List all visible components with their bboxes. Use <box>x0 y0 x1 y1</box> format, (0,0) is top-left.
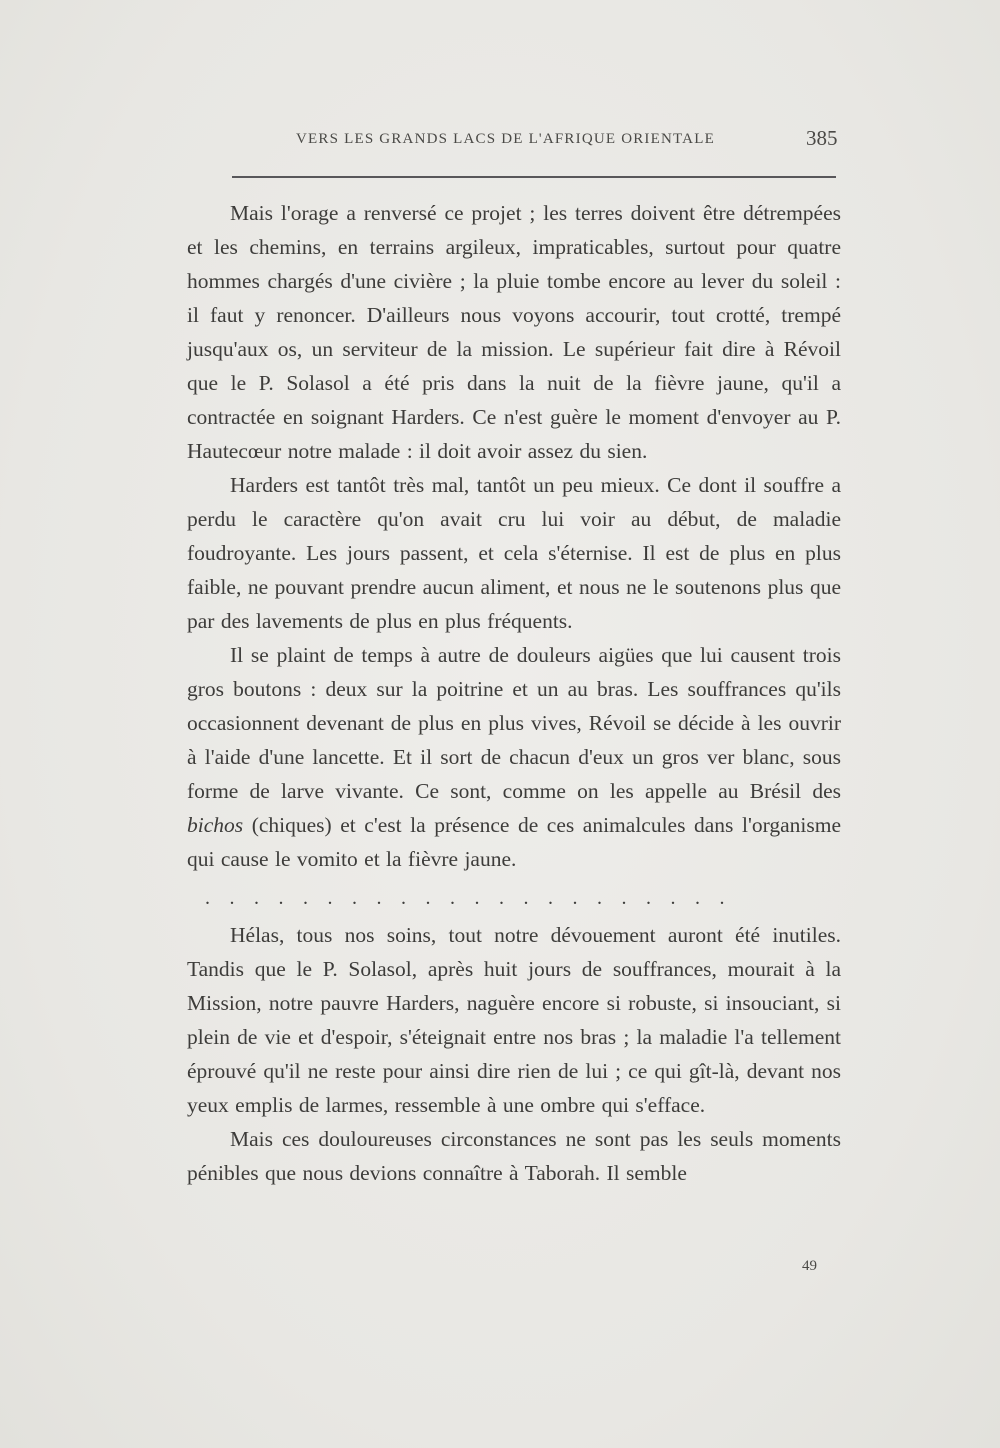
running-title: VERS LES GRANDS LACS DE L'AFRIQUE ORIENTALE <box>296 131 715 147</box>
paragraph: Mais ces douloureuses circonstances ne sont pas les seuls moments pénibles que nous devions connaître à Taborah. Il semble <box>187 1127 841 1185</box>
body-text <box>187 196 841 1190</box>
paragraph-text: (chiques) et c'est la présence de ces animalcules dans l'organisme qui cause le vomito et la fièvre jaune. <box>187 813 841 871</box>
paragraph: Harders est tantôt très mal, tantôt un peu mieux. Ce dont il souffre a perdu le caractère qu'on avait cru lui voir au début, de maladie foudroyante. Les jours passent, et cela s'éternise. Il est de plus en plus faible, ne pouvant prendre aucun aliment, et nous ne le soutenons plus que par des lavements de plus en plus fréquents. <box>187 473 841 633</box>
paragraph-text: Il se plaint de temps à autre de douleurs aigües que lui causent trois gros boutons : deux sur la poitrine et un au bras. Les souffrances qu'ils occasionnent devenant de plus en plus vives, Révoil se décide à les ouvrir à l'aide d'une lancette. Et il sort de chacun d'eux un gros ver blanc, sous forme de larve vivante. Ce sont, comme on les appelle au Brésil des <box>187 643 841 803</box>
paragraph: Mais l'orage a renversé ce projet ; les terres doivent être détrempées et les chemins, en terrains argileux, impraticables, surtout pour quatre hommes chargés d'une civière ; la pluie tombe encore au lever du soleil : il faut y renoncer. D'ailleurs nous voyons accourir, tout crotté, trempé jusqu'aux os, un serviteur de la mission. Le supérieur fait dire à Révoil que le P. Solasol a été pris dans la nuit de la fièvre jaune, qu'il a contractée en soignant Harders. Ce n'est guère le moment d'envoyer au P. Hautecœur notre malade : il doit avoir assez du sien. <box>187 201 841 463</box>
paragraph <box>187 638 841 876</box>
paragraph: Hélas, tous nos soins, tout notre dévouement auront été inutiles. Tandis que le P. Solasol, après huit jours de souffrances, mourait à la Mission, notre pauvre Harders, naguère encore si robuste, si insouciant, si plein de vie et d'espoir, s'éteignait entre nos bras ; la maladie l'a tellement éprouvé qu'il ne reste pour ainsi dire rien de lui ; ce qui gît-là, devant nos yeux emplis de larmes, ressemble à une ombre qui s'efface. <box>187 923 841 1117</box>
signature-mark: 49 <box>802 1258 817 1274</box>
ellipsis-separator: ...................... <box>205 887 744 909</box>
italic-term: bichos <box>187 813 244 837</box>
page-number: 385 <box>806 126 838 150</box>
header-rule <box>232 176 836 178</box>
